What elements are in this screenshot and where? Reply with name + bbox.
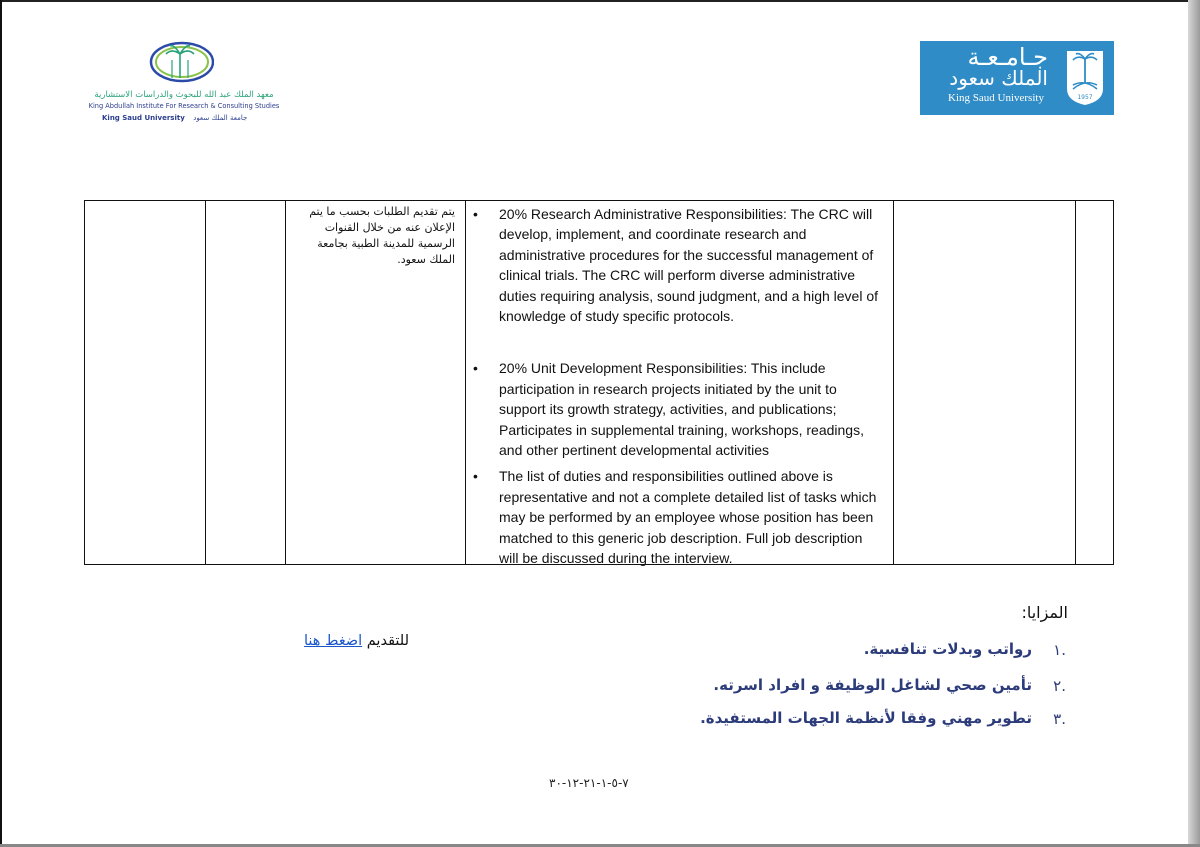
duty-text: 20% Research Administrative Responsibilities: The CRC will develop, implement, and coordinate research and administrative procedures for the successful management of clinical trials. The CRC will perform diverse administrative duties requiring analysis, sound judgment, and a high level of knowledge of study specific protocols. (499, 206, 879, 325)
duty-text: The list of duties and responsibilities outlined above is representative and not a complete detailed list of tasks which may be performed by an employee whose position has been matched to this generic job description. Full job description will be discussed during the interview. (499, 468, 877, 567)
benefit-item: تطوير مهني وفقا لأنظمة الجهات المستفيدة. (700, 709, 1032, 727)
benefit-number: ٢. (1053, 677, 1066, 695)
table-column-divider (1075, 201, 1076, 564)
duty-item (465, 466, 885, 568)
institute-name-arabic: معهد الملك عبد الله للبحوث والدراسات الاستشارية (94, 90, 274, 100)
palm-swords-emblem-icon (1063, 49, 1107, 107)
apply-link[interactable]: اضغط هنا (304, 633, 363, 649)
institute-name-english: King Abdullah Institute For Research & Consulting Studies (88, 102, 280, 110)
page-edge-shadow (1188, 0, 1200, 847)
ksu-year: 1957 (1077, 94, 1093, 101)
ksu-logo (920, 41, 1114, 115)
duty-item (465, 204, 885, 326)
duty-text: 20% Unit Development Responsibilities: This include participation in research projects initiated by the unit to support its growth strategy, activities, and publications; Participates in supplemental training, workshops, readings, and other pertinent developmental activities (499, 360, 864, 459)
table-column-divider (205, 201, 206, 564)
institute-university-en: King Saud University (102, 114, 185, 122)
ksu-arabic-line1: جـامـعـة (967, 43, 1048, 71)
job-description-table (84, 200, 1114, 565)
apply-line (304, 633, 409, 649)
palm-emblem-icon (146, 40, 214, 84)
table-column-divider (285, 201, 286, 564)
institute-logo (84, 38, 284, 128)
application-note-cell: يتم تقديم الطلبات بحسب ما يتم الإعلان عنه من خلال القنوات الرسمية للمدينة الطبية بجامعة الملك سعود. (309, 205, 455, 266)
institute-university-ar: جامعة الملك سعود (193, 114, 248, 122)
reference-number: ٧-٥-١-٢١-١٢-٣٠ (549, 776, 629, 790)
benefits-title: المزايا: (1021, 603, 1068, 622)
bullet-icon: • (473, 468, 478, 485)
institute-university-line (102, 114, 282, 122)
ksu-arabic-line2: الملك سعود (949, 66, 1048, 90)
ksu-english-name: King Saud University (948, 92, 1044, 104)
duty-item (465, 358, 885, 460)
page-border-top (0, 0, 1200, 2)
benefit-item: تأمين صحي لشاغل الوظيفة و افراد اسرته. (713, 676, 1032, 694)
apply-label: للتقديم (366, 633, 409, 649)
page-border-left (0, 0, 2, 847)
table-column-divider (893, 201, 894, 564)
bullet-icon: • (473, 206, 478, 222)
benefit-number: ٣. (1053, 710, 1066, 728)
benefit-item: رواتب وبدلات تنافسية. (863, 640, 1032, 658)
bullet-icon: • (473, 360, 478, 377)
duties-list (465, 204, 885, 569)
benefit-number: ١. (1053, 641, 1066, 659)
